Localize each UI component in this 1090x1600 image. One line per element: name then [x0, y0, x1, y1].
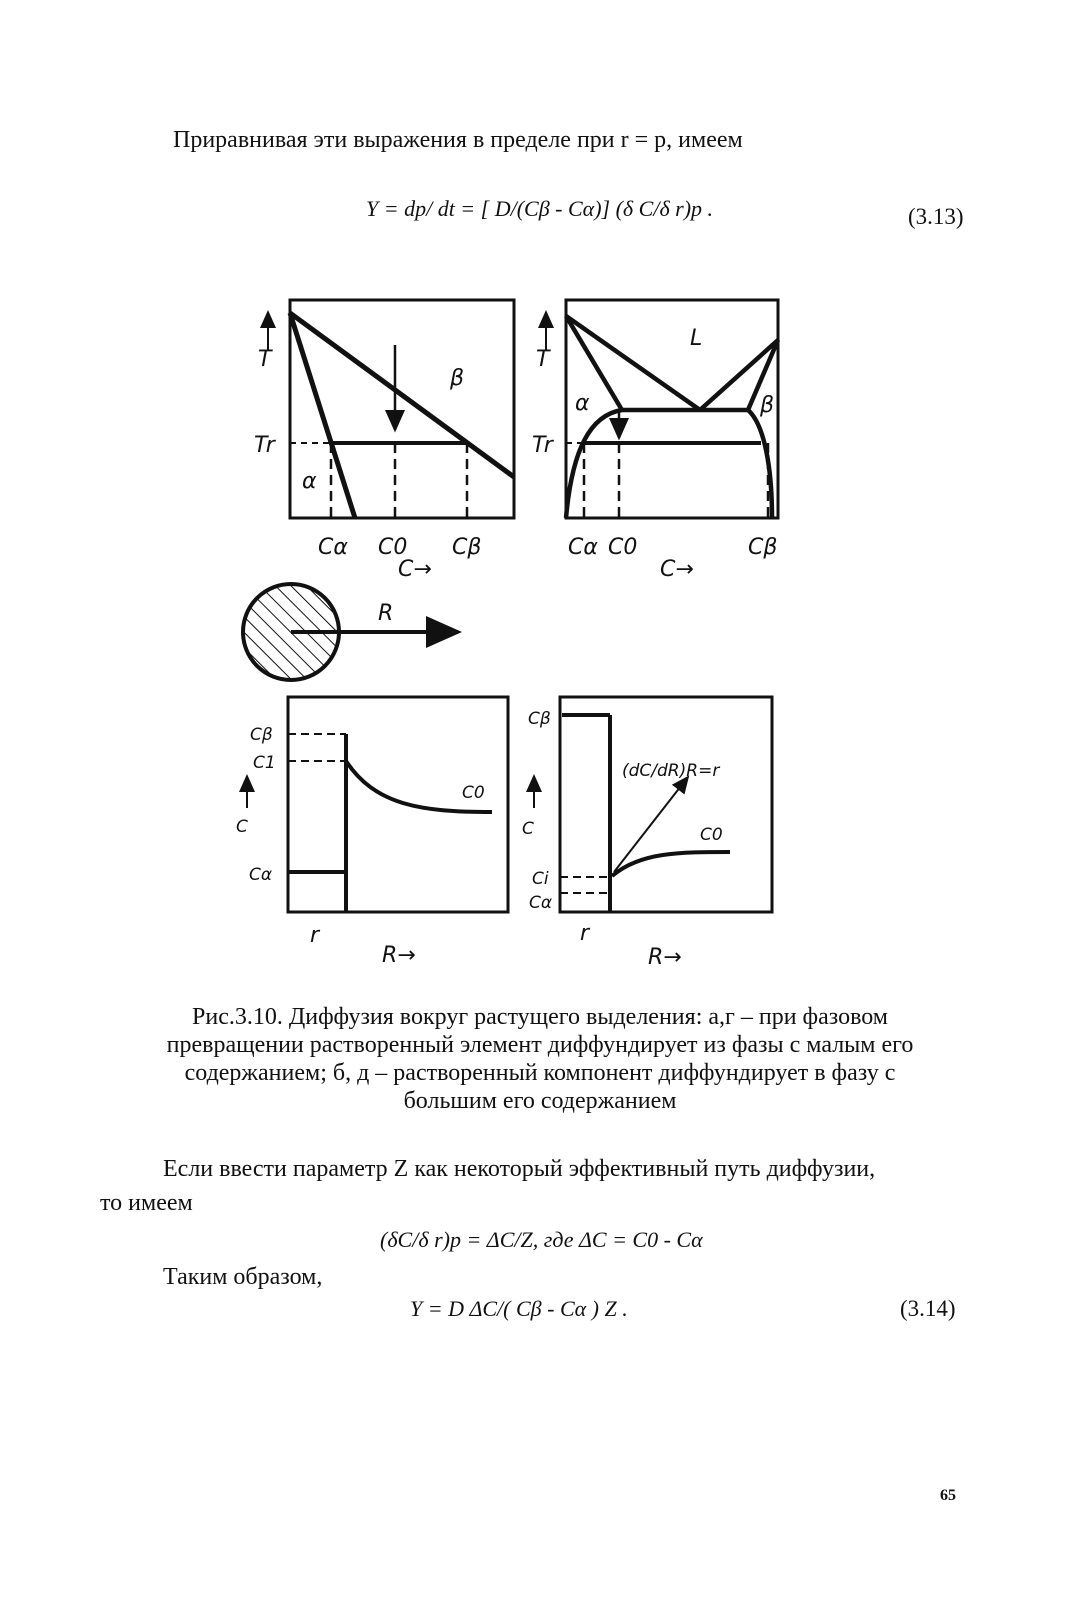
c-axis-label: C→: [660, 557, 694, 582]
c-beta-label: Cβ: [452, 535, 482, 560]
axis-t-label: T: [258, 347, 272, 372]
phase-diagram-b: [532, 300, 778, 582]
c-beta-label: Cβ: [748, 535, 778, 560]
equation-3-13: Y = dp/ dt = [ D/(Cβ - Cα)] (δ C/δ r)p .: [366, 196, 714, 221]
equation-3-13-number: (3.13): [908, 204, 964, 229]
c-alpha-label: Cα: [529, 893, 553, 913]
c-zero-label: C0: [462, 783, 485, 803]
liquidus-line: [290, 313, 514, 477]
alpha-solvus: [566, 410, 622, 518]
r-axis-label: R→: [382, 943, 416, 968]
caption-line: Рис.3.10. Диффузия вокруг растущего выделения: а,г – при фазовом: [192, 1004, 888, 1030]
tr-label: Tr: [254, 433, 275, 458]
paragraph-line: то имеем: [100, 1190, 193, 1216]
phase-alpha-label: α: [575, 391, 590, 416]
c-axis-label: C→: [398, 557, 432, 582]
c-axis-label: C: [522, 819, 534, 839]
c-zero-label: C0: [378, 535, 408, 560]
radius-label: R: [378, 601, 394, 626]
page-number: 65: [940, 1487, 956, 1504]
paragraph-line: Если ввести параметр Z как некоторый эффективный путь диффузии,: [163, 1156, 876, 1182]
phase-beta-label: β: [450, 366, 465, 391]
solvus-line: [290, 313, 355, 518]
caption-line: содержанием; б, д – растворенный компонент диффундирует в фазу с: [184, 1060, 896, 1086]
figure-caption: [120, 1003, 960, 1115]
gradient-label: (dC/dR)R=r: [622, 761, 720, 781]
tr-label: Tr: [532, 433, 553, 458]
r-label: r: [310, 923, 320, 948]
phase-diagram-a: [254, 300, 514, 582]
caption-line: превращении растворенный элемент диффундирует из фазы с малым его: [166, 1032, 914, 1058]
phase-l-label: L: [690, 326, 703, 351]
c-zero-label: C0: [608, 535, 638, 560]
concentration-profile-d: [522, 697, 772, 970]
precipitate-particle: [243, 584, 458, 680]
diffusion-profile: [612, 852, 730, 876]
c-alpha-label: Cα: [249, 865, 273, 885]
phase-alpha-label: α: [302, 469, 317, 494]
equation-3-14-number: (3.14): [900, 1296, 956, 1321]
paragraph-text: Таким образом,: [163, 1264, 323, 1290]
phase-beta-label: β: [760, 393, 775, 418]
c-beta-label: Cβ: [528, 709, 551, 729]
c-zero-label: C0: [700, 825, 723, 845]
c-beta-label: Cβ: [250, 725, 273, 745]
c-alpha-label: Cα: [568, 535, 598, 560]
concentration-profile-g: [236, 697, 508, 968]
c-one-label: C1: [253, 753, 276, 773]
caption-line: большим его содержанием: [403, 1088, 677, 1114]
r-axis-label: R→: [648, 945, 682, 970]
intro-text: Приравнивая эти выражения в пределе при r = p, имеем: [173, 127, 743, 153]
c-alpha-label: Cα: [318, 535, 348, 560]
equation-dc: (δC/δ r)p = ΔC/Z, где ΔC = C0 - Cα: [380, 1227, 703, 1252]
c-i-label: Ci: [532, 869, 549, 889]
c-axis-label: C: [236, 817, 248, 837]
equation-3-14: Y = D ΔC/( Cβ - Cα ) Z .: [410, 1296, 628, 1321]
axis-t-label: T: [536, 347, 550, 372]
r-label: r: [580, 921, 590, 946]
